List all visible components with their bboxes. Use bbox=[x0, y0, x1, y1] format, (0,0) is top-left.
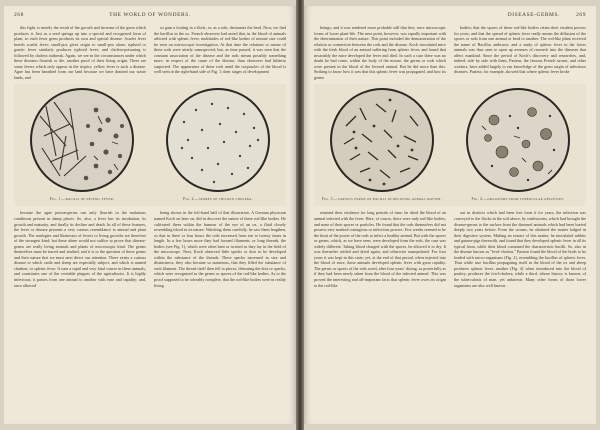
page-number-left: 268 bbox=[14, 12, 24, 18]
micrograph-organisms-icon bbox=[462, 86, 574, 194]
left-page bbox=[4, 6, 296, 424]
running-title-left: THE WORLD OF WONDERS. bbox=[109, 12, 191, 18]
column-text: this fight, is merely the result of the growth and increase of the germ which produces it. Just as a seed springs up into a special and recognised form of plant, so each fever germ produces its own and special disease. Scarlet fever breeds scarlet fever; small-pox gives origin to small-pox alone; typhoid or gastric fever similarly produces typhoid fever; and cholera-poisoning is followed by cholera outbreak. Again, we see in the circumstances under which these diseases flourish or die, another proof of their living origin. There are some fevers which only appear in the tropics; yellow fever is such a disease. Ague has been banished from our land because we have drained our waste lands, and bbox=[14, 25, 146, 80]
figure-plate-right bbox=[314, 84, 586, 206]
bottom-columns-left bbox=[14, 210, 286, 288]
running-head-right bbox=[314, 12, 586, 22]
top-columns-right bbox=[314, 25, 586, 80]
column-text: beings; and it was rendered more probable still that they were microscopic forms of lower plant-life. The next point, however, was equally important with the determination of their nature. This point included the demonstration of the relation or connection between the rods and the disease. Koch inoculated mice with the fresh blood of an animal suffering from splenic fever, and found that invariably the mice developed the fever and died. In such a case there was no doubt he had come, within the body of the mouse, the germs or rods which were present in the blood of the fevered animal. But he did more than this. Striking to know how it was that this splenic fever was propagated, and how its germs bbox=[314, 25, 446, 80]
figure-2 bbox=[151, 86, 285, 201]
micrograph-spores-icon bbox=[162, 86, 274, 194]
figure-caption: Fig. 1.—bacilli of splenic fever. bbox=[49, 197, 115, 202]
column-text: out in districts which had been free from it for years, the infection was conveyed to the flocks in the soil above, by earthworms, which had brought the disease-germs to the surface from the diseased animals which had been buried deeply two years before. From the worms, he obtained the matter lodged in their digestive system. Making an extract of this matter, he inoculated rabbits and guinea-pigs therewith, and found that they developed splenic fever in all its typical form, while their blood contained the characteristic bacilli. So, also in the disease known as "fowl-cholera," Pasteur found the blood of the birds to be loaded with micro-organisms (Fig. 2), resembling the bacillus of splenic fever. Thus while true bacillus propagating itself in the blood of the ox and sheep produces splenic fever, another (Fig. 4) when introduced into the blood of poultry, produces the fowl-cholera, while a third, whose history is known, of the tuberculosis of man, yet unknown. Many other forms of those lower organisms are also well known. bbox=[454, 210, 586, 288]
running-title-right: DISEASE-GERMS. bbox=[507, 12, 560, 18]
column-text: bodies; that the spores of these rod-like bodies retain their virulent powers for years; and that the spread of splenic fever really means the diffusion of the spores or rods from one animal or herd to another. The rod-like plant received the name of Bacillus anthracis; and a study of splenic fever in the lower animals was thus seen to open up avenues of research into the diseases that affect mankind. Since the period of Koch's discovery and researches, and, indeed, side by side with them, Pasteur, the famous French savant, and other workers, have added largely to our knowledge of the germ origin of infectious diseases. Pasteur, for example, showed that where splenic fever broke bbox=[454, 25, 586, 75]
micrograph-rods-icon bbox=[326, 86, 438, 194]
right-page bbox=[304, 6, 596, 424]
column-text: retained their virulence for long periods of time, he dried the blood of an animal infected with the fever. Here, of course, there were only rod-like bodies, and none of their spores or particles. He found that the rods themselves did not possess very marked contagious or infectious powers. Few weeks seemed to be the limit of the power of the rods to infect a healthy animal. But with the spores or germs, which, as we have seen, were developed from the rods, the case was widely different. Taking blood charged with the spores, he allowed it to dry. It was thereafter settled and dried again, and otherwise manipulated. For four years it was kept in this state; yet, at the end of that period, when injected into the blood of mice, these animals developed splenic fever with great rapidity. The germs or spores of the rods acted, after four years' drying, as powerfully as if they had been newly taken from the blood of the infected animal. This was proved the interesting and all-important facts that splenic fever owes its origin to the rod-like bbox=[314, 210, 446, 288]
figure-plate-left bbox=[14, 84, 286, 206]
page-number-right: 269 bbox=[576, 12, 586, 18]
figure-4 bbox=[451, 86, 585, 201]
figure-caption: Fig. 2.—spores of chicken cholera. bbox=[183, 197, 253, 202]
column-text: so gain a footing in a flock, or, as a rule, decimates the herd. Now, we find the bacillus in the ox. French observers had noted that, in the blood of animals affected with splenic fever, multitudes of rod-like bodies of minute size could be seen on microscopic investigation. At that time the relations or nature of these rods were utterly unsuspected; but, as time passed, it was seen that the constant association of the disease and the rods meant possibly something more, in respect of the cause of the disease, than observers had hitherto suspected. The appearance of these rods amid the corpuscles of the blood is well seen in the right-hand side of Fig. 1; their stages of development bbox=[154, 25, 286, 75]
book-gutter bbox=[296, 0, 304, 430]
figure-caption: Fig. 4.—organisms from tubercular abscesses. bbox=[471, 197, 565, 202]
micrograph-bacilli-icon bbox=[26, 86, 138, 194]
figure-1 bbox=[15, 86, 149, 201]
top-columns-left bbox=[14, 25, 286, 80]
figure-caption: Fig. 3.—various forms of bacilli in decaying animal matter. bbox=[322, 197, 442, 202]
column-text: because the ague poison-germs can only flourish in the malarious conditions present in damp places. So, also, a fever has its incubation, its growth and maturity, and finally its decline and death. In all of these features, the fever or disease presents a very curious resemblance to animal and plant growth. The analogies and likenesses of fevers to living growths are therefore of the strongest kind; but these alone would not suffice to prove that disease-germs are really living animals and plants of microscopic kind. The germs themselves must be traced and studied, and it is to the question of these germs and their nature that we must next direct our attention. There exists a curious disease to which cattle and sheep are especially subject, and which is named charbon, or splenic fever. It runs a rapid and very fatal course in these animals, and constitutes one of the veritable plagues of the agriculturist. It is highly infectious; it passes from one animal to another with ease and rapidity; and, once allowed bbox=[14, 210, 146, 288]
bottom-columns-right bbox=[314, 210, 586, 288]
running-head-left bbox=[14, 12, 286, 22]
figure-3 bbox=[315, 86, 449, 201]
column-text: being shown in the left-hand half of that illustration. A German physician named Koch on later on, did in discover the nature of these rod-like bodies. He cultivated them within the humour of the eye of an ox, a fluid closely resembling blood in its nature. Watching them carefully, he saw them lengthen, so that in three or four hours the rods increased from ten to twenty times in length. In a few hours more they had formed filaments, or long threads, the bodies (see Fig. 1), which were often bent or twisted as they lay in the field of the microscope. Next, Koch observed little specks or dots to be developed within the substance of the threads. These specks increased in size and distinctness; they also became so numerous, that they filled the substance of each filament. The thread itself then fell to pieces, liberating the dots or specks, which were recognised as the germs or spores of the rod-like bodies. As to the proof supposed to be tolerably complete, that the rod-like bodies were in reality living bbox=[154, 210, 286, 288]
